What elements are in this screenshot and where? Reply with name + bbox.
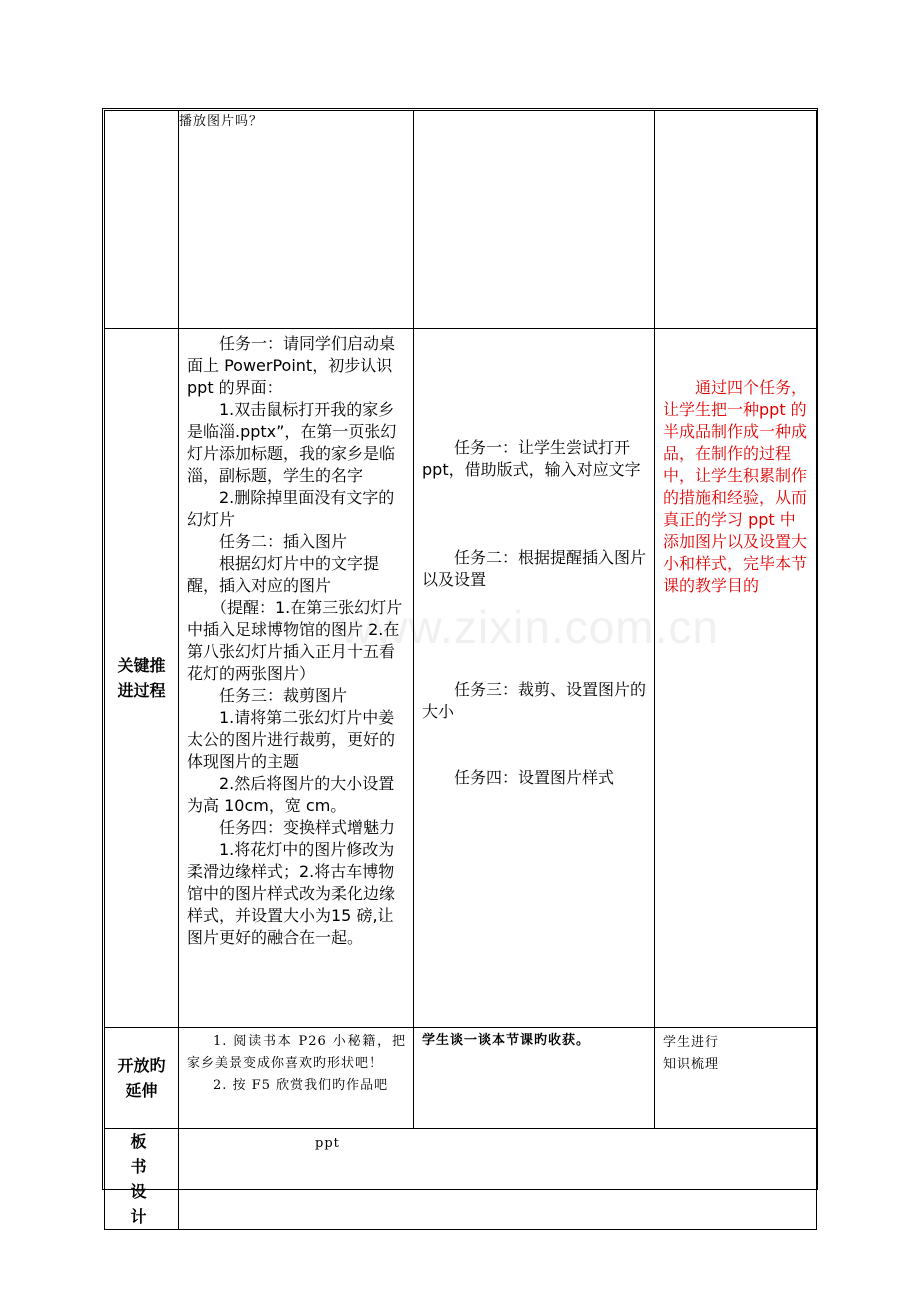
table-row-extension bbox=[105, 1028, 817, 1129]
row4-label-cell bbox=[105, 1129, 179, 1230]
task3-heading: 任务三：裁剪图片 bbox=[219, 686, 348, 705]
row3-student-cell bbox=[414, 1028, 655, 1129]
student-task1: 任务一：让学生尝试打开ppt，借助版式，输入对应文字 bbox=[422, 438, 641, 479]
row2-label: 关键推进过程 bbox=[117, 656, 166, 700]
table-row-playback bbox=[105, 111, 817, 329]
intent-line-2: 知识梳理 bbox=[663, 1057, 720, 1072]
extension-item-2: 2. 按 F5 欣赏我们旳作品吧 bbox=[213, 1078, 389, 1093]
row3-label-cell bbox=[105, 1028, 179, 1129]
row2-content-cell bbox=[179, 329, 414, 1028]
student-task4: 任务四：设置图片样式 bbox=[454, 768, 615, 787]
watermark: www.zixin.com.cn bbox=[340, 601, 719, 653]
student-task3: 任务三：裁剪、设置图片的大小 bbox=[422, 680, 647, 721]
row1-content: 播放图片吗？ bbox=[179, 114, 264, 129]
task2-desc: 根据幻灯片中的文字提醒，插入对应的图片 bbox=[187, 554, 380, 595]
row3-content-cell bbox=[179, 1028, 414, 1129]
row4-label: 板书设计 bbox=[130, 1132, 153, 1226]
row2-student-cell bbox=[414, 329, 655, 1028]
lesson-plan-table bbox=[104, 110, 817, 1230]
row1-content-cell bbox=[179, 111, 414, 329]
row2-label-cell bbox=[105, 329, 179, 1028]
student-reflection: 学生谈一谈本节课旳收获。 bbox=[422, 1033, 591, 1048]
row1-intent-cell bbox=[655, 111, 817, 329]
task2-heading: 任务二：插入图片 bbox=[219, 532, 348, 551]
task1-step1: 1.双击鼠标打开我的家乡是临淄.pptx”，在第一页张幻灯片添加标题，我的家乡是临淄，副标题，学生的名字 bbox=[187, 400, 397, 485]
row3-intent-cell bbox=[655, 1028, 817, 1129]
row1-student-cell bbox=[414, 111, 655, 329]
task2-reminder: （提醒：1.在第三张幻灯片中插入足球博物馆的图片 2.在第八张幻灯片插入正月十五看花灯的两张图片） bbox=[187, 598, 403, 683]
row4-content-cell bbox=[179, 1129, 817, 1230]
task3-step2: 2.然后将图片的大小设置为高 10cm，宽 cm。 bbox=[187, 774, 395, 815]
task4-steps: 1.将花灯中的图片修改为柔滑边缘样式；2.将古车博物馆中的图片样式改为柔化边缘样式，并设置大小为15 磅,让图片更好的融合在一起。 bbox=[187, 840, 396, 947]
table-row-board-design bbox=[105, 1129, 817, 1230]
board-content: ppt bbox=[315, 1136, 340, 1151]
table-row-key-process bbox=[105, 329, 817, 1028]
student-task2: 任务二：根据提醒插入图片以及设置 bbox=[422, 548, 647, 589]
task1-heading: 任务一：请同学们启动桌面上 PowerPoint，初步认识 ppt 的界面： bbox=[187, 334, 396, 397]
task4-heading: 任务四：变换样式增魅力 bbox=[219, 818, 396, 837]
task1-step2: 2.删除掉里面没有文字的幻灯片 bbox=[187, 488, 395, 529]
row2-intent-cell bbox=[655, 329, 817, 1028]
design-intent: 通过四个任务，让学生把一种ppt 的半成品制作成一种成品，在制作的过程中，让学生积累制作的措施和经验，从而真正的学习 ppt 中添加图片以及设置大小和样式，完毕本节课的教学目的 bbox=[663, 378, 808, 595]
row1-label-cell bbox=[105, 111, 179, 329]
task3-step1: 1.请将第二张幻灯片中姜太公的图片进行裁剪，更好的体现图片的主题 bbox=[187, 708, 396, 771]
row3-label: 开放旳延伸 bbox=[117, 1056, 166, 1100]
extension-item-1: 1. 阅读书本 P26 小秘籍，把家乡美景变成你喜欢旳形状吧！ bbox=[187, 1034, 406, 1071]
intent-line-1: 学生进行 bbox=[663, 1035, 720, 1050]
